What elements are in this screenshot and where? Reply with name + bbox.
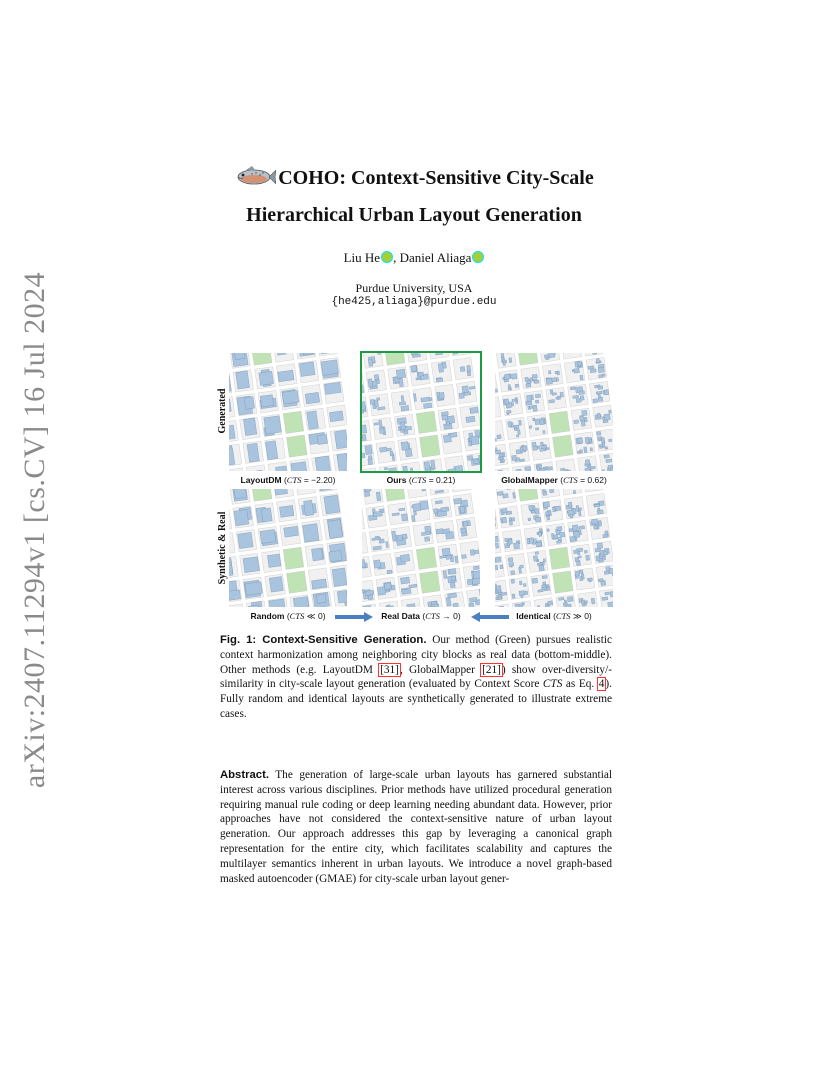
salmon-fish-icon bbox=[234, 164, 276, 200]
abstract: Abstract. The generation of large-scale urban layouts has garnered substantial interest across various disciplines. Prior methods have utilized procedural generation requiring manual rule coding or deep learning needing abundant data. However, prior approaches have not considered the context-sensitive nature of urban layout generation. Our approach addresses this gap by leveraging a canonical graph representation for the entire city, which facilitates scalability and captures the multilayer semantics inherent in urban layouts. We introduce a novel graph-based masked autoencoder (GMAE) for city-scale urban layout gener- bbox=[220, 769, 612, 885]
author-name: Liu He bbox=[343, 250, 381, 265]
figure-panel-identical bbox=[495, 489, 613, 607]
row-label-synthetic-real: Synthetic & Real bbox=[217, 511, 228, 585]
paper-title bbox=[150, 163, 678, 231]
map-identical bbox=[495, 489, 613, 607]
author-email[interactable]: {he425,aliaga}@purdue.edu bbox=[331, 296, 497, 308]
orcid-icon[interactable] bbox=[472, 251, 484, 263]
figure-panel-ours bbox=[362, 353, 480, 471]
equation-link[interactable]: 4 bbox=[598, 678, 605, 691]
panel-caption: Ours (CTS = 0.21) bbox=[386, 475, 456, 485]
row-label-generated: Generated bbox=[217, 388, 228, 434]
panel-caption: Real Data (CTS → 0) bbox=[381, 611, 461, 621]
panel-caption: Random (CTS ≪ 0) bbox=[250, 611, 326, 621]
figure-caption: Fig. 1: Context-Sensitive Generation. Our method (Green) pursues realistic context harmonization among neighboring city blocks as real data (bottom-middle). Other methods (e.g. LayoutDM [31], GlobalMapper [21]) show over-diversity/-similarity in city-scale layout generation (evaluated by Context Score CTS as Eq. 4). Fully random and identical layouts are synthetically generated to illustrate extreme cases. bbox=[220, 634, 613, 720]
title-line-1: COHO: Context-Sensitive City-Scale bbox=[278, 167, 594, 189]
figure-panel-random bbox=[229, 489, 347, 607]
citation-link[interactable]: [31] bbox=[380, 663, 399, 676]
orcid-icon[interactable] bbox=[381, 251, 393, 263]
author-name: Daniel Aliaga bbox=[399, 250, 472, 265]
right-arrow-icon bbox=[334, 611, 374, 623]
map-layoutdm bbox=[229, 353, 347, 471]
panel-caption: GlobalMapper (CTS = 0.62) bbox=[501, 475, 607, 485]
figure-panel-globalmapper bbox=[495, 353, 613, 471]
map-real bbox=[362, 489, 480, 607]
arxiv-identifier-stamp: arXiv:2407.11294v1 [cs.CV] 16 Jul 2024 bbox=[18, 271, 51, 789]
map-ours bbox=[362, 353, 480, 471]
author-separator: , bbox=[393, 250, 400, 265]
author-list bbox=[150, 250, 678, 266]
panel-caption: Identical (CTS ≫ 0) bbox=[516, 611, 592, 621]
affiliation: Purdue University, USA bbox=[355, 281, 473, 295]
figure-panel-layoutdm bbox=[229, 353, 347, 471]
map-globalmapper bbox=[495, 353, 613, 471]
citation-link[interactable]: [21] bbox=[482, 663, 501, 676]
figure-panel-real-data bbox=[362, 489, 480, 607]
map-random bbox=[229, 489, 347, 607]
title-line-2: Hierarchical Urban Layout Generation bbox=[246, 204, 582, 226]
panel-caption: LayoutDM (CTS = −2.20) bbox=[240, 475, 336, 485]
left-arrow-icon bbox=[470, 611, 510, 623]
